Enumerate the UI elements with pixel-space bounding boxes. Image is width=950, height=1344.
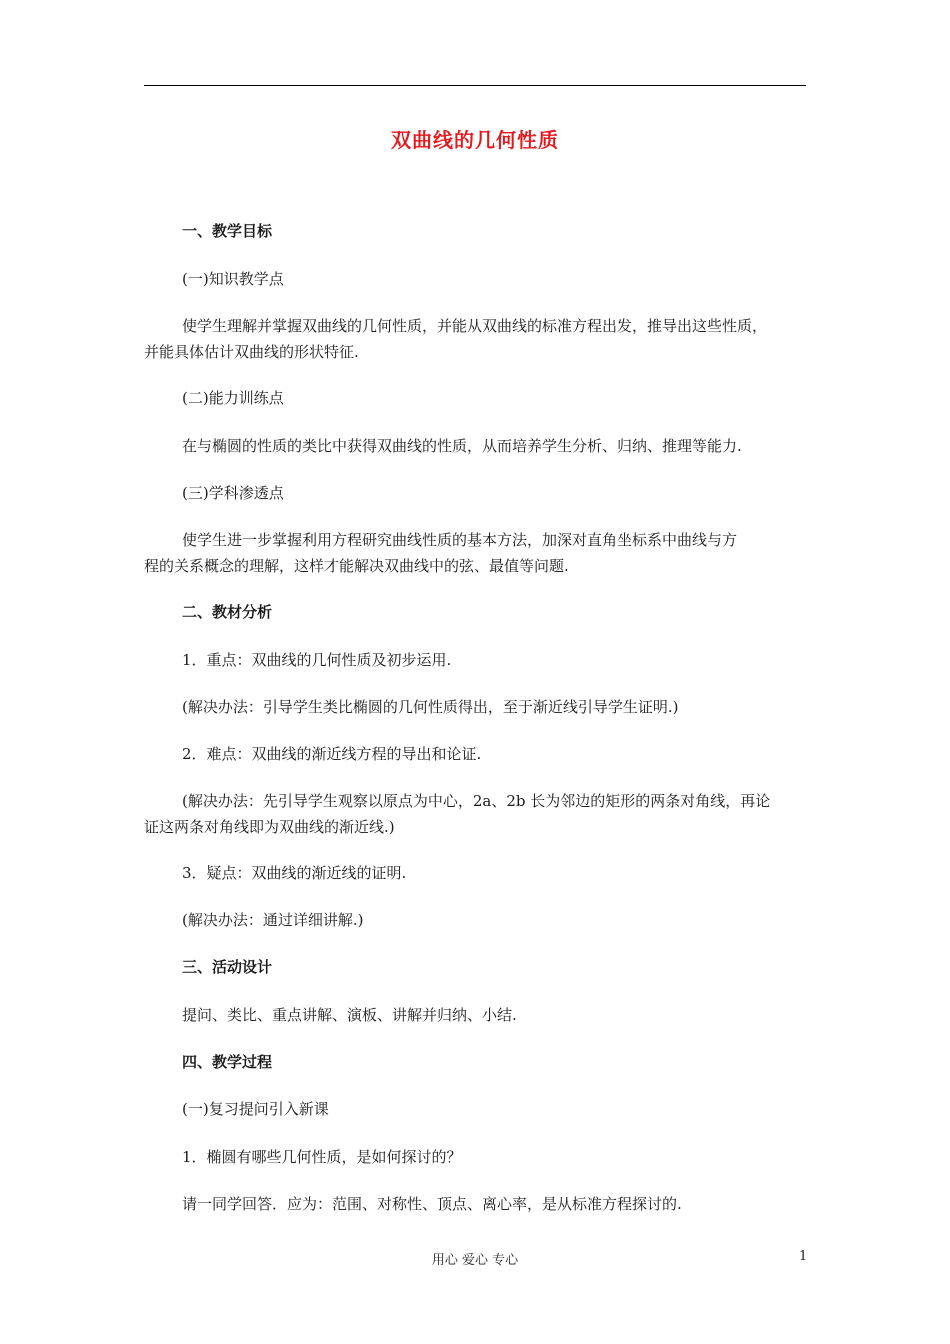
section-heading-1: 一、教学目标 bbox=[182, 222, 273, 240]
paragraph-line: 2．难点：双曲线的渐近线方程的导出和论证. bbox=[182, 745, 482, 763]
paragraph-line: 使学生理解并掌握双曲线的几何性质，并能从双曲线的标准方程出发，推导出这些性质， bbox=[182, 317, 768, 335]
paragraph-line: 程的关系概念的理解，这样才能解决双曲线中的弦、最值等问题. bbox=[144, 557, 569, 575]
paragraph-line: 使学生进一步掌握利用方程研究曲线性质的基本方法，加深对直角坐标系中曲线与方 bbox=[182, 531, 738, 549]
paragraph-line: 请一同学回答．应为：范围、对称性、顶点、离心率，是从标准方程探讨的. bbox=[182, 1195, 682, 1213]
section-heading-2: 二、教材分析 bbox=[182, 603, 273, 621]
header-rule bbox=[144, 85, 806, 86]
footer-slogan: 用心 爱心 专心 bbox=[431, 1253, 519, 1268]
paragraph-line: 在与椭圆的性质的类比中获得双曲线的性质，从而培养学生分析、归纳、推理等能力. bbox=[182, 437, 742, 455]
section-heading-3: 三、活动设计 bbox=[182, 958, 273, 976]
paragraph-line: (解决办法：通过详细讲解.) bbox=[182, 911, 364, 929]
paragraph-line: (解决办法：先引导学生观察以原点为中心，2a、2b 长为邻边的矩形的两条对角线，再论 bbox=[182, 792, 771, 810]
paragraph-line: 1．椭圆有哪些几何性质，是如何探讨的？ bbox=[182, 1148, 462, 1166]
page-number: 1 bbox=[799, 1249, 808, 1264]
subheading-discipline: (三)学科渗透点 bbox=[182, 484, 284, 502]
paragraph-line: 3．疑点：双曲线的渐近线的证明. bbox=[182, 864, 407, 882]
document-title: 双曲线的几何性质 bbox=[391, 128, 559, 152]
subheading-knowledge: (一)知识教学点 bbox=[182, 270, 284, 288]
paragraph-line: 证这两条对角线即为双曲线的渐近线.) bbox=[144, 818, 395, 836]
paragraph-line: 并能具体估计双曲线的形状特征. bbox=[144, 343, 359, 361]
paragraph-line: (解决办法：引导学生类比椭圆的几何性质得出，至于渐近线引导学生证明.) bbox=[182, 698, 679, 716]
paragraph-line: 1．重点：双曲线的几何性质及初步运用. bbox=[182, 651, 452, 669]
paragraph-line: 提问、类比、重点讲解、演板、讲解并归纳、小结. bbox=[182, 1006, 517, 1024]
subheading-review: (一)复习提问引入新课 bbox=[182, 1100, 329, 1118]
subheading-ability: (二)能力训练点 bbox=[182, 389, 284, 407]
section-heading-4: 四、教学过程 bbox=[182, 1053, 273, 1071]
